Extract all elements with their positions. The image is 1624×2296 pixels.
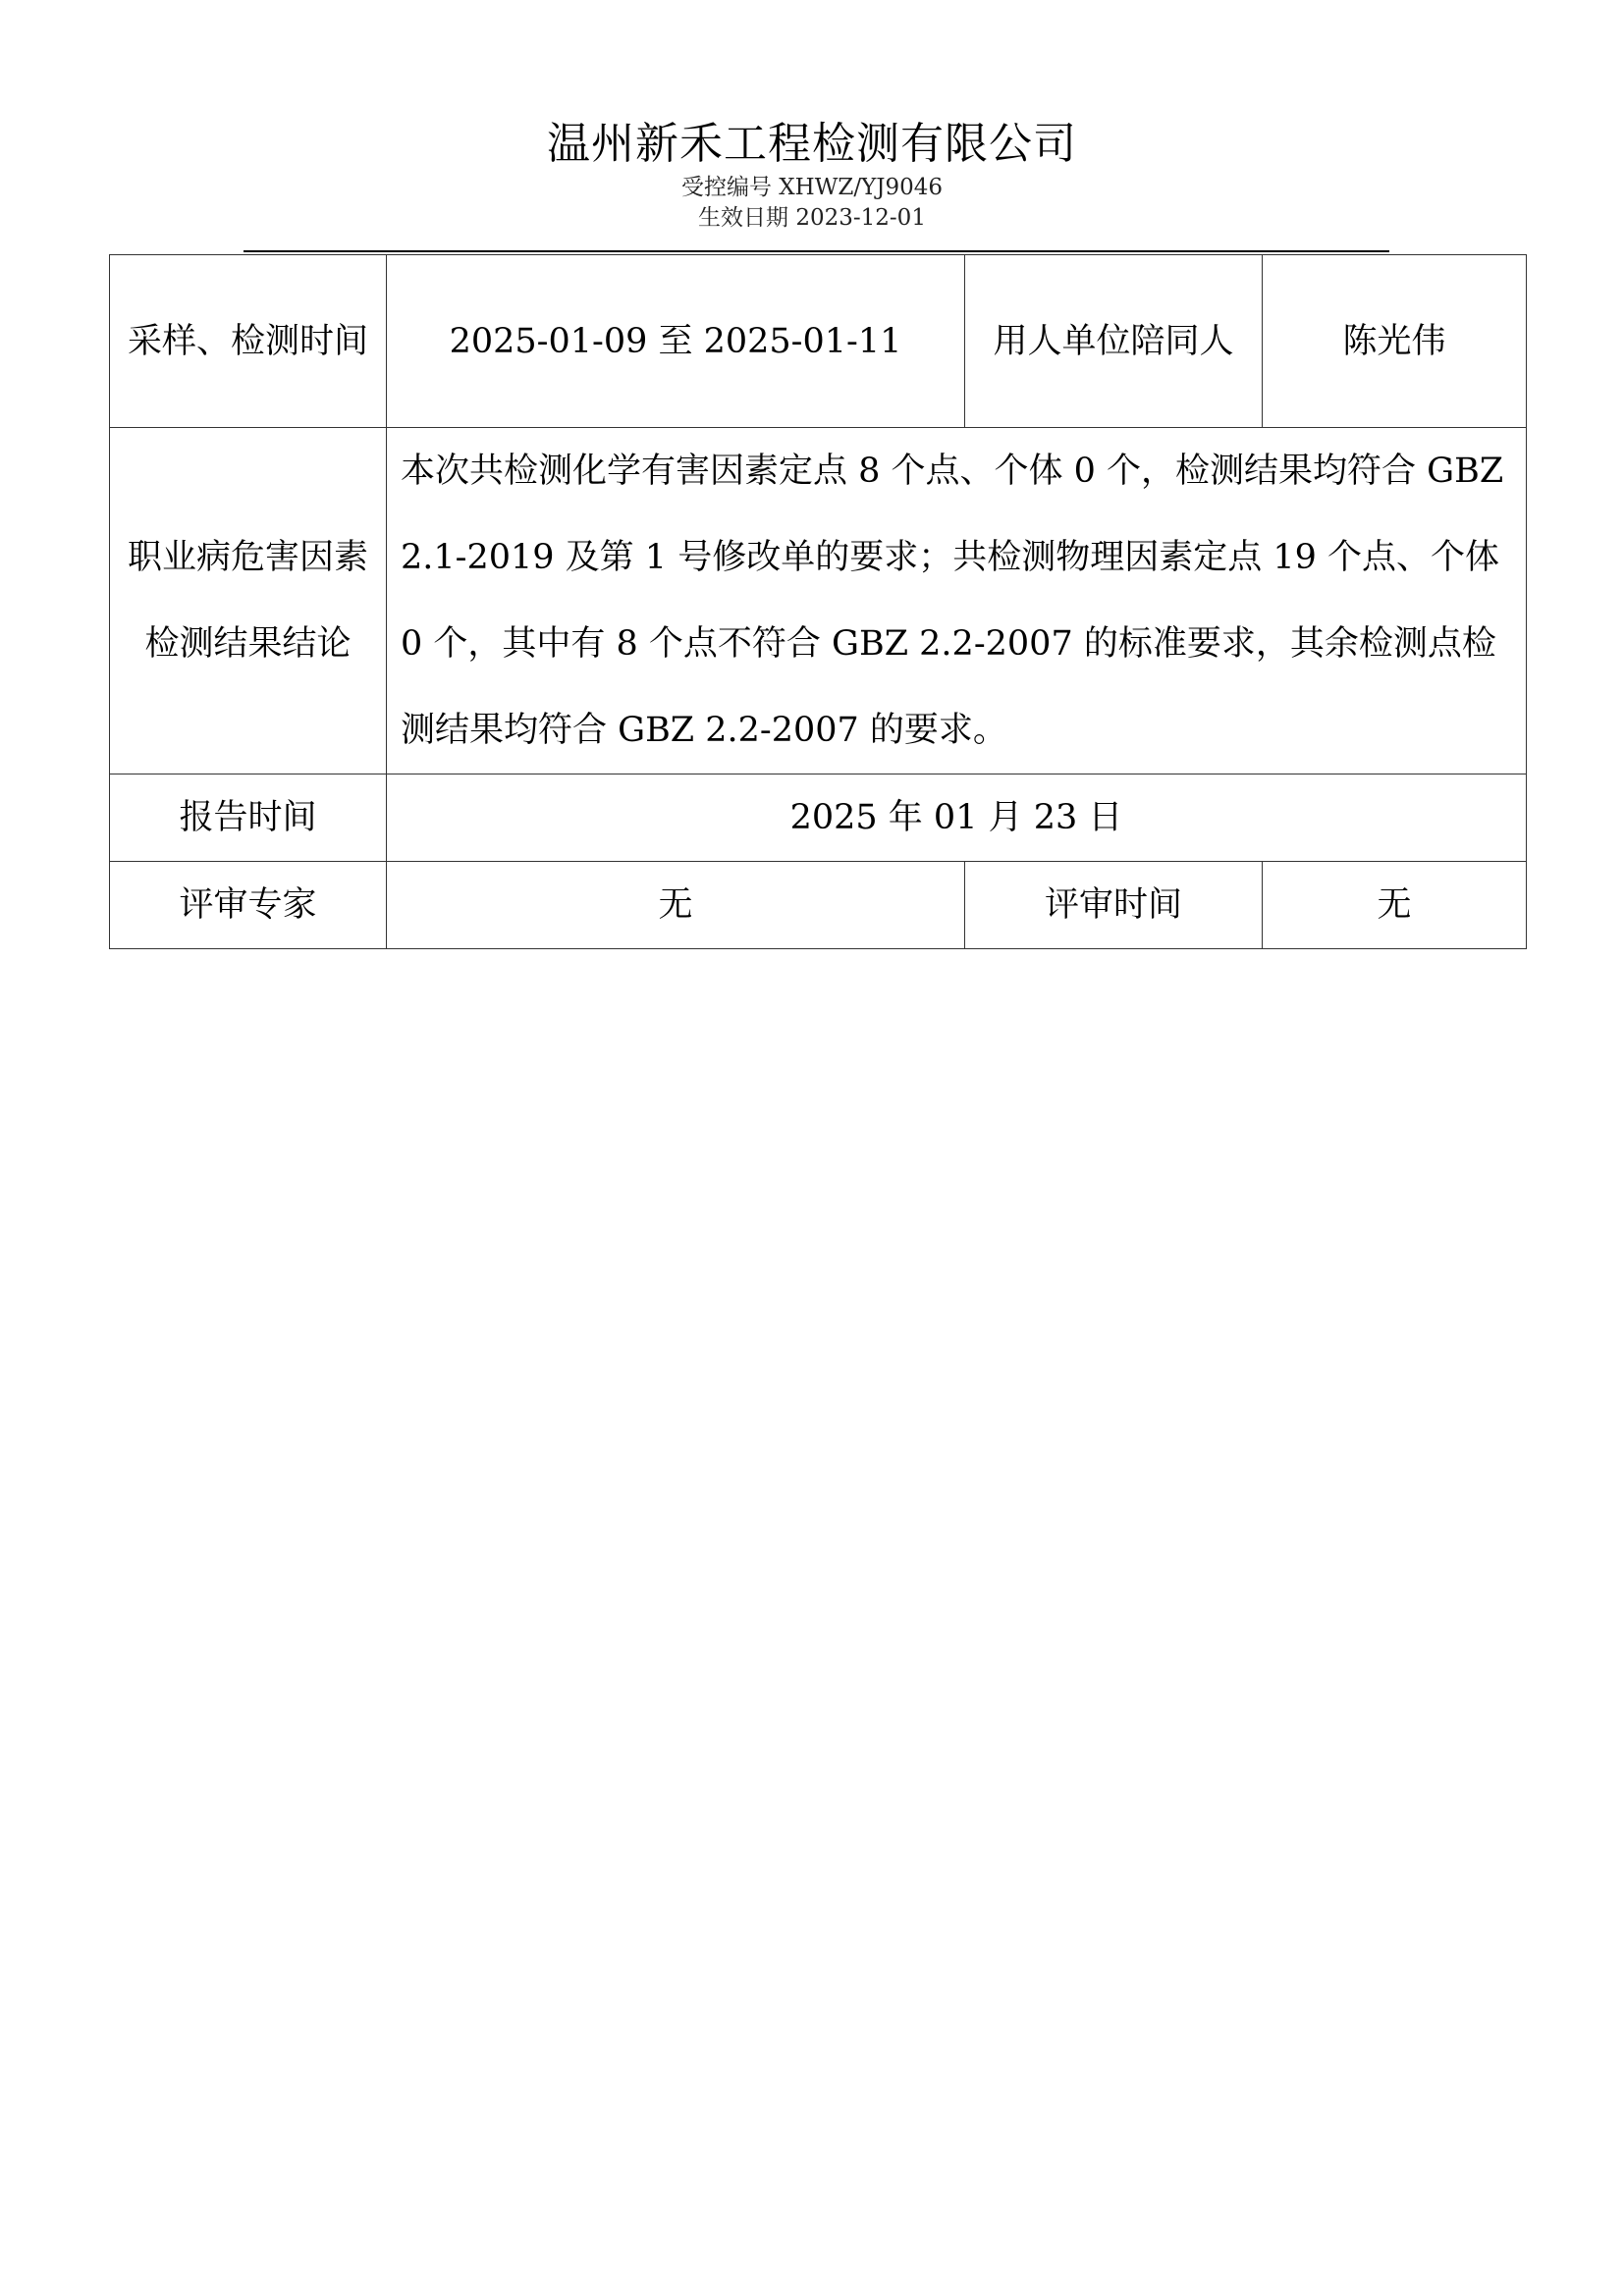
table-row (110, 255, 1527, 428)
review-time-value: 无 (1263, 862, 1527, 949)
review-expert-label: 评审专家 (110, 862, 387, 949)
conclusion-text: 本次共检测化学有害因素定点 8 个点、个体 0 个，检测结果均符合 GBZ 2.1-2019 及第 1 号修改单的要求；共检测物理因素定点 19 个点、个体 0 个，其中有 8 个点不符合 GBZ 2.2-2007 的标准要求，其余检测点检测结果均符合 GBZ 2.2-2007 的要求。 (387, 428, 1527, 774)
conclusion-label: 职业病危害因素检测结果结论 (110, 428, 387, 774)
table-row (110, 862, 1527, 949)
company-name: 温州新禾工程检测有限公司 (547, 119, 1077, 169)
document-header (0, 116, 1624, 234)
sampling-time-value: 2025-01-09 至 2025-01-11 (387, 255, 965, 428)
report-time-value: 2025 年 01 月 23 日 (387, 774, 1527, 862)
control-number: 受控编号 XHWZ/YJ9046 (680, 175, 944, 200)
review-expert-value: 无 (387, 862, 965, 949)
header-divider (244, 250, 1389, 252)
review-time-label: 评审时间 (965, 862, 1263, 949)
report-table (109, 254, 1527, 949)
table-row (110, 774, 1527, 862)
table-row (110, 428, 1527, 774)
report-time-label: 报告时间 (110, 774, 387, 862)
escort-value: 陈光伟 (1263, 255, 1527, 428)
escort-label: 用人单位陪同人 (965, 255, 1263, 428)
sampling-time-label: 采样、检测时间 (110, 255, 387, 428)
effective-date: 生效日期 2023-12-01 (698, 205, 926, 231)
